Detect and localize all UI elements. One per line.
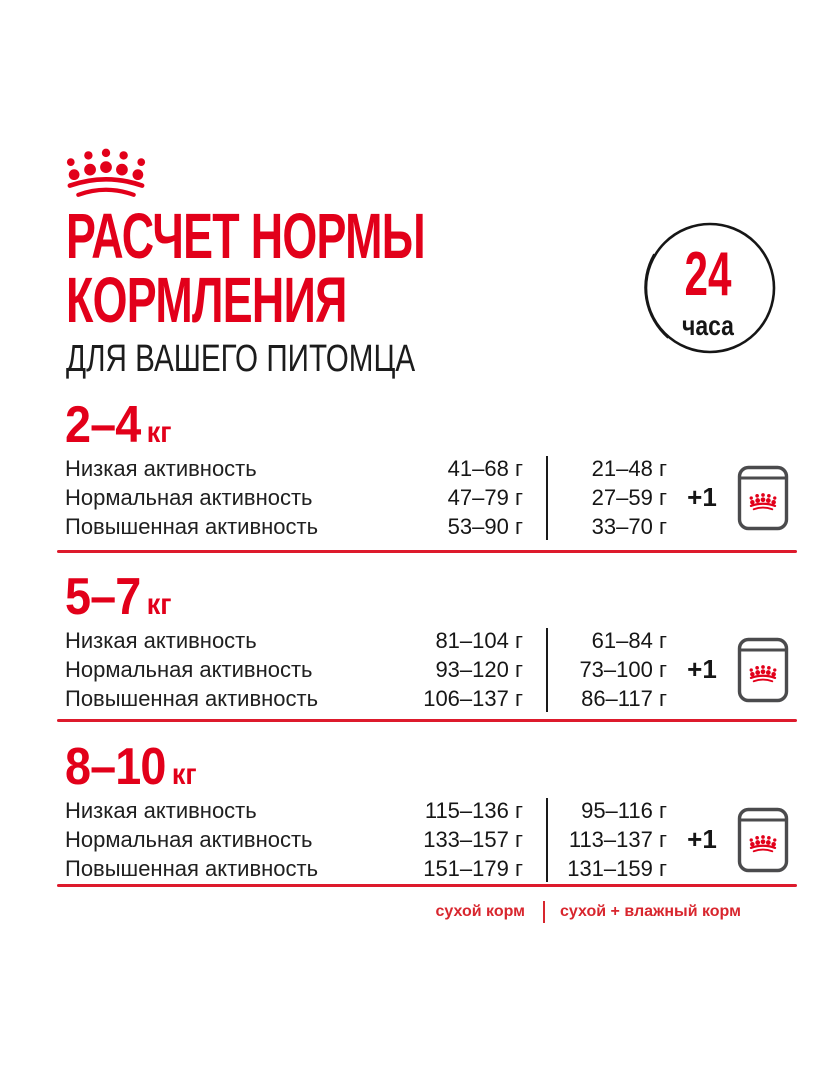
section-divider: [57, 884, 797, 887]
feeding-table: [65, 454, 792, 541]
dry-value: 41–68 г: [447, 456, 523, 481]
column-legend: [65, 901, 792, 923]
activity-label: Низкая активность: [65, 798, 257, 823]
dry-value: 115–136 г: [424, 798, 523, 823]
mini-crown-icon: [750, 493, 777, 509]
badge-hours-value: 24: [684, 240, 732, 309]
dry-value: 106–137 г: [423, 686, 523, 711]
activity-label: Нормальная активность: [65, 827, 313, 852]
plus-one-pouch-label: +1: [687, 482, 717, 512]
page-subtitle: ДЛЯ ВАШЕГО ПИТОМЦА: [66, 338, 416, 380]
legend-mixed-label: сухой + влажный корм: [560, 903, 741, 920]
plus-one-pouch-label: +1: [687, 824, 717, 854]
dry-food-values: [395, 626, 523, 713]
weight-section-2-4: [65, 396, 792, 541]
page-title-line2: КОРМЛЕНИЯ: [66, 264, 347, 336]
royal-canin-crown-icon: [64, 147, 148, 199]
activity-labels: [65, 626, 395, 713]
activity-label: Повышенная активность: [65, 514, 319, 539]
dry-value: 47–79 г: [447, 485, 523, 510]
weight-range: 2–4: [65, 396, 141, 454]
dry-food-values: [395, 454, 523, 541]
legend-dry-label: сухой корм: [435, 903, 525, 920]
dry-value: 93–120 г: [435, 657, 523, 682]
dry-food-values: [395, 796, 523, 883]
weight-section-5-7: [65, 568, 792, 713]
dry-value: 133–157 г: [423, 827, 523, 852]
activity-label: Нормальная активность: [65, 485, 313, 510]
weight-unit: кг: [146, 416, 172, 449]
section-heading: [65, 738, 719, 796]
weight-range: 8–10: [65, 738, 166, 796]
mixed-food-values: [548, 626, 667, 713]
section-divider: [57, 550, 797, 553]
legend-divider: [543, 901, 545, 923]
weight-range: 5–7: [65, 568, 141, 626]
section-heading: [65, 568, 719, 626]
activity-labels: [65, 454, 395, 541]
page-title: [66, 200, 579, 336]
activity-label: Повышенная активность: [65, 686, 319, 711]
plus-one-pouch-label: +1: [687, 654, 717, 684]
mixed-food-values: [548, 454, 667, 541]
mixed-value: 95–116 г: [581, 798, 667, 823]
feeding-table: [65, 626, 792, 713]
mini-crown-icon: [750, 665, 777, 681]
dry-value: 81–104 г: [435, 628, 523, 653]
mixed-value: 113–137 г: [568, 827, 667, 852]
mixed-value: 21–48 г: [591, 456, 667, 481]
badge-24h: [638, 220, 778, 358]
mixed-value: 131–159 г: [567, 856, 667, 881]
dry-value: 151–179 г: [423, 856, 523, 881]
mixed-value: 27–59 г: [591, 485, 667, 510]
page-title-line1: РАСЧЕТ НОРМЫ: [66, 200, 425, 272]
dry-value: 53–90 г: [447, 514, 523, 539]
activity-label: Низкая активность: [65, 456, 257, 481]
feeding-table: [65, 796, 792, 883]
activity-label: Нормальная активность: [65, 657, 313, 682]
activity-label: Низкая активность: [65, 628, 257, 653]
weight-unit: кг: [171, 758, 197, 791]
mini-crown-icon: [750, 835, 777, 851]
mixed-food-values: [548, 796, 667, 883]
section-divider: [57, 719, 797, 722]
activity-labels: [65, 796, 395, 883]
weight-section-8-10: [65, 738, 792, 883]
mixed-value: 86–117 г: [581, 686, 667, 711]
mixed-value: 33–70 г: [591, 514, 667, 539]
mixed-value: 61–84 г: [591, 628, 667, 653]
wet-food-pouch-icon: [737, 465, 789, 531]
mixed-value: 73–100 г: [579, 657, 667, 682]
weight-unit: кг: [146, 588, 172, 621]
badge-hours-unit: часа: [682, 310, 734, 341]
wet-food-pouch-icon: [737, 637, 789, 703]
wet-food-pouch-icon: [737, 807, 789, 873]
activity-label: Повышенная активность: [65, 856, 319, 881]
section-heading: [65, 396, 719, 454]
